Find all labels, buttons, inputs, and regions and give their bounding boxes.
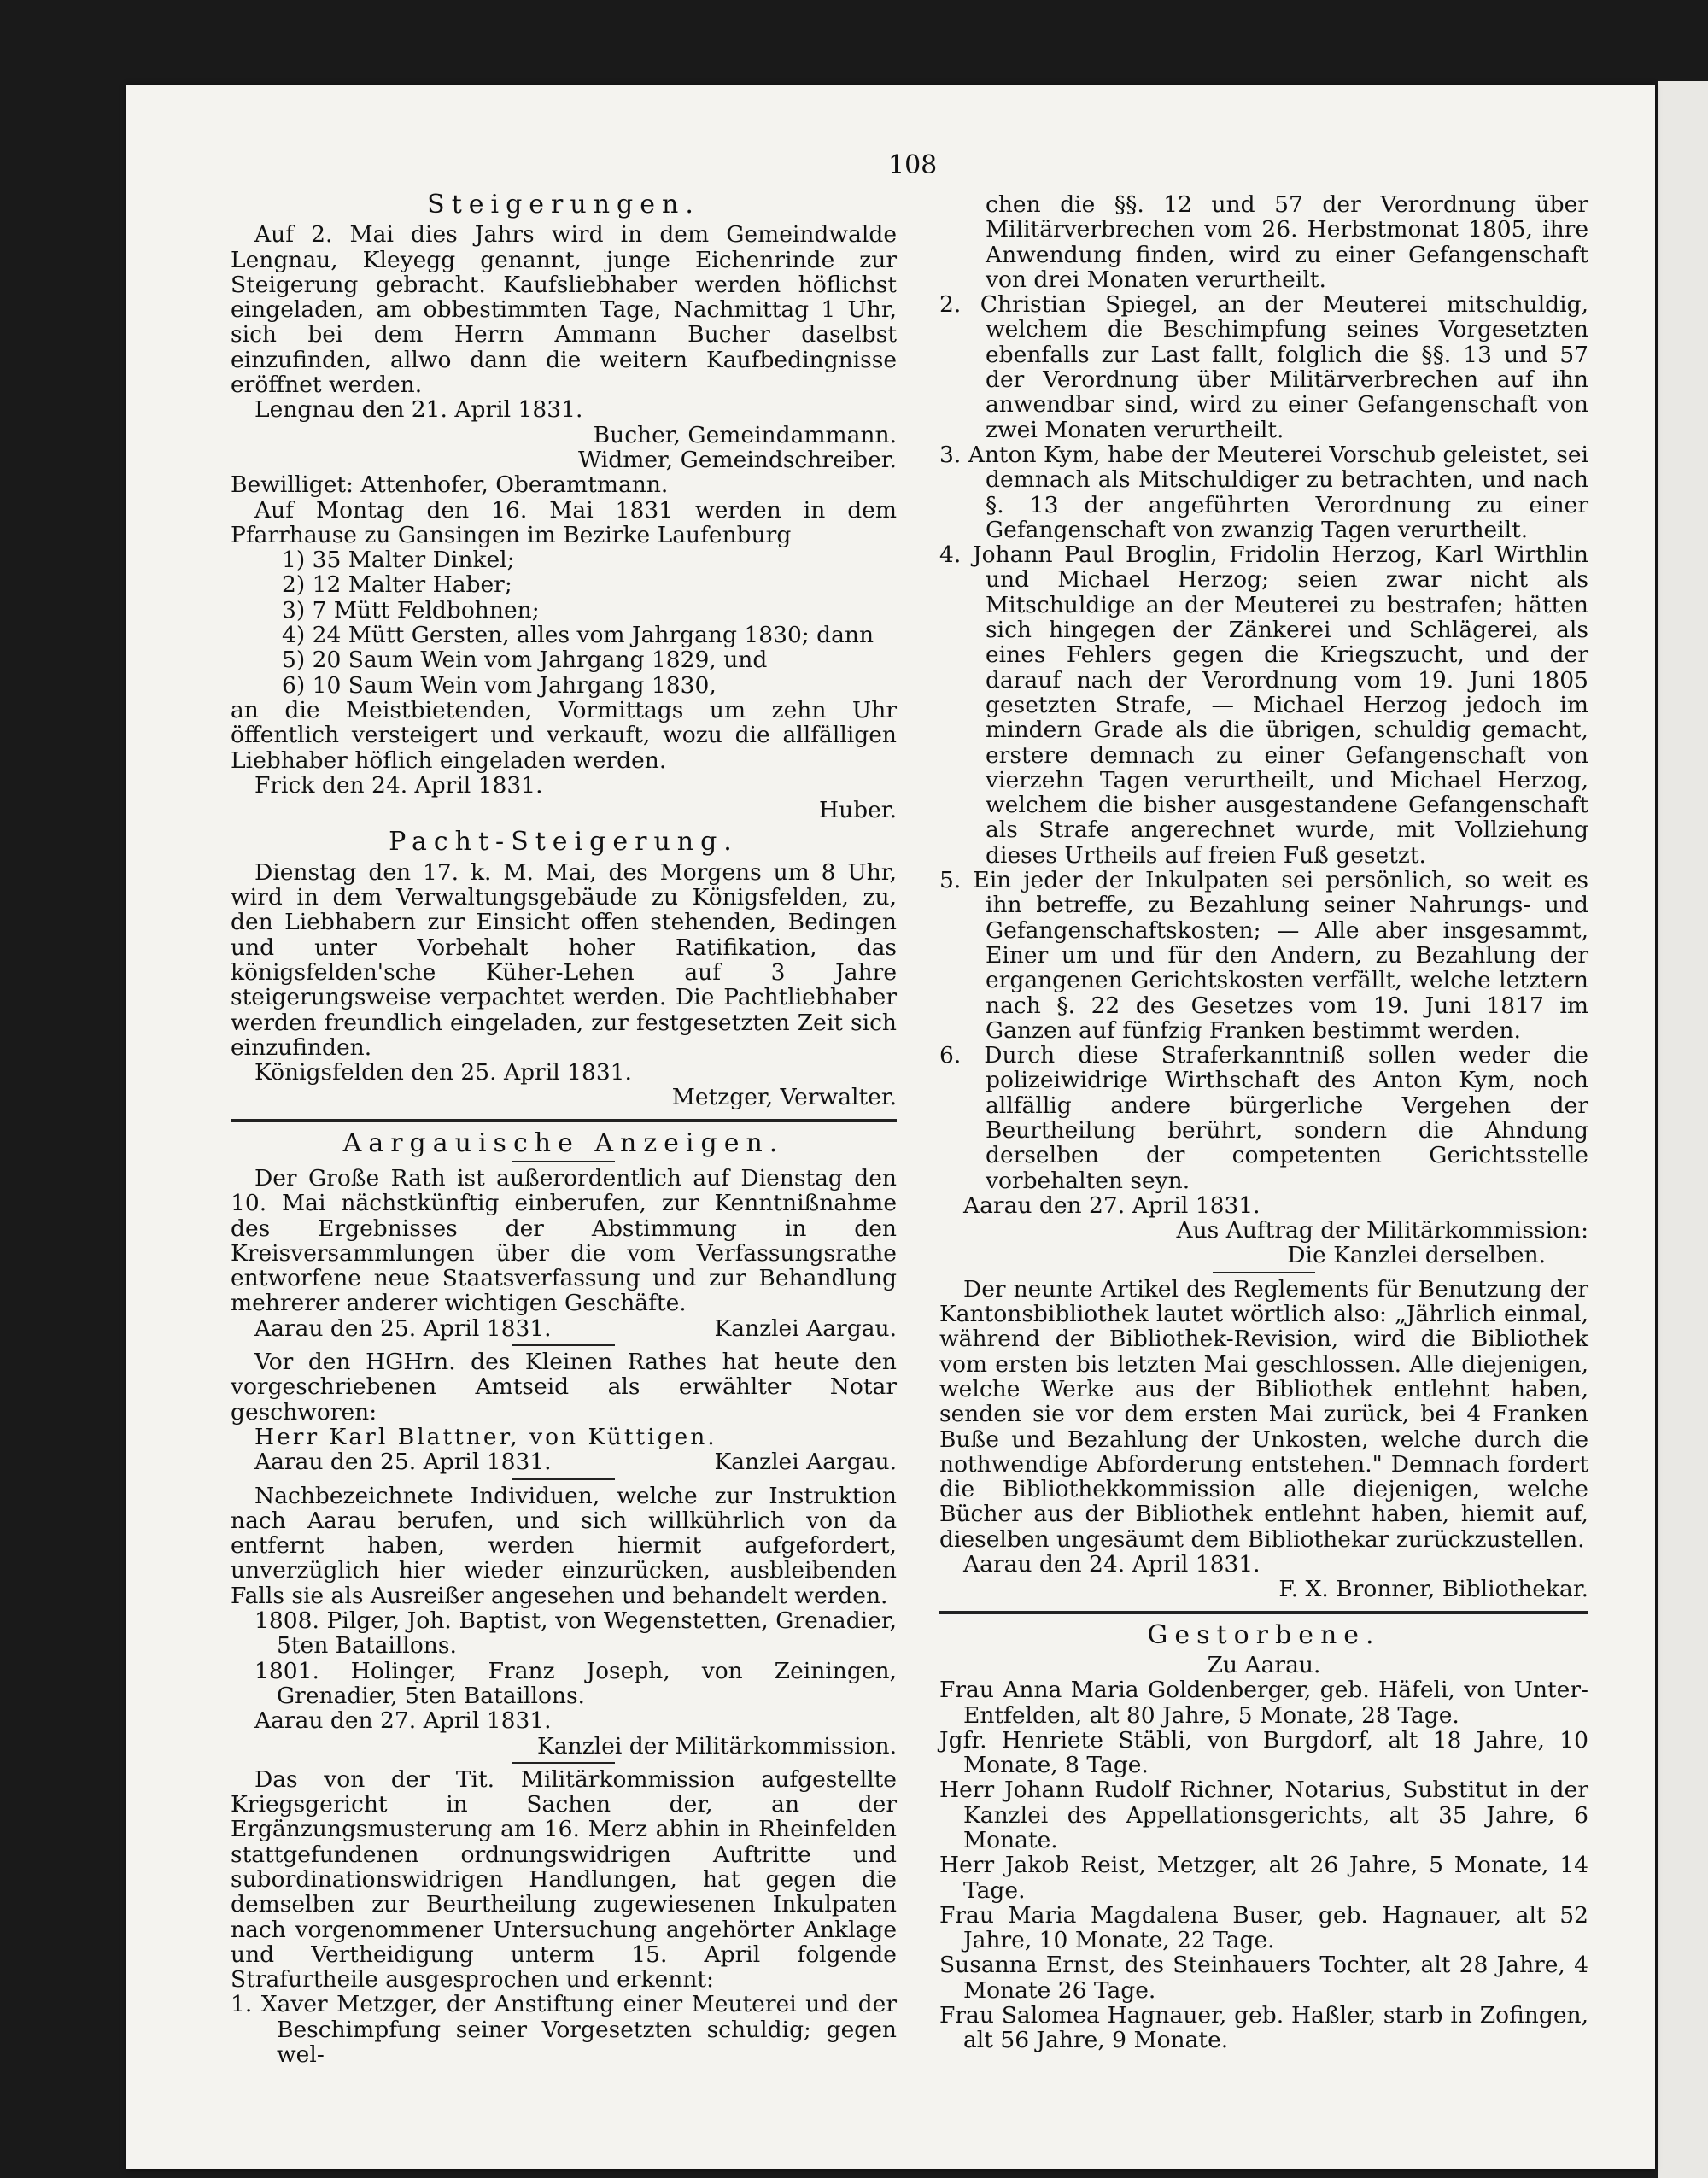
signature: Aus Auftrag der Militärkommission: bbox=[1176, 1217, 1588, 1244]
list-item: 1808. Pilger, Joh. Baptist, von Wegenstetten, Grenadier, 5ten Bataillons. bbox=[254, 1607, 897, 1660]
notice-divider bbox=[512, 1344, 615, 1346]
list-item: 3) 7 Mütt Feldbohnen; bbox=[282, 596, 540, 624]
notice-date: Aarau den 25. April 1831. bbox=[254, 1314, 552, 1342]
list-item: 4) 24 Mütt Gersten, alles vom Jahrgang 1830; dann bbox=[282, 622, 874, 649]
list-item: 5. Ein jeder der Inkulpaten sei persönlich, so weit es ihn betreffe, zu Bezahlung seiner Nahrungs- und Gefangenschaftskosten; — Alle aber insgesammt, Einer um und für den Andern, zu Bezahlung der ergangenen Gerichtskosten verfällt, welche letztern nach §. 22 des Gesetzes vom 19. Juni 1817 im Ganzen auf fünfzig Franken bestimmt werden. bbox=[939, 867, 1588, 1044]
signature: Widmer, Gemeindschreiber. bbox=[578, 446, 897, 473]
page-number: 108 bbox=[888, 150, 938, 180]
death-entry: Jgfr. Henriete Stäbli, von Burgdorf, alt 18 Jahre, 10 Monate, 8 Tage. bbox=[939, 1726, 1588, 1779]
office-name: Kanzlei der Militärkommission. bbox=[537, 1732, 897, 1759]
notice-divider bbox=[512, 1762, 615, 1764]
notice-date: Aarau den 27. April 1831. bbox=[254, 1707, 552, 1735]
death-entry: Frau Maria Magdalena Buser, geb. Hagnauer, alt 52 Jahre, 10 Monate, 22 Tage. bbox=[939, 1901, 1588, 1954]
notice-paragraph: Dienstag den 17. k. M. Mai, des Morgens um 8 Uhr, wird in dem Verwaltungsgebäude zu Königsfelden, zu, den Liebhabern zur Einsicht offen stehenden, Bedingen und unter Vorbehalt hoher Ratifikation, das königsfelden'sche Küher-Lehen auf 3 Jahre steigerungsweise verpachtet werden. Die Pachtliebhaber werden freundlich eingeladen, zur festgesetzten Zeit sich einzufinden. bbox=[231, 858, 897, 1061]
list-item: 1. Xaver Metzger, der Anstiftung einer Meuterei und der Beschimpfung seiner Vorgesetzten schuldig; gegen wel- bbox=[231, 1991, 897, 2069]
subheading: Zu Aarau. bbox=[1207, 1651, 1321, 1678]
notice-paragraph: Auf 2. Mai dies Jahrs wird in dem Gemeindwalde Lengnau, Kleyegg genannt, junge Eichenrinde zur Steigerung gebracht. Kaufsliebhaber werden höflichst eingeladen, am obbestimmten Tage, Nachmittag 1 Uhr, sich bei dem Herrn Ammann Bucher daselbst einzufinden, allwo dann die weitern Kaufbedingnisse eröffnet werden. bbox=[231, 221, 897, 399]
list-item: 5) 20 Saum Wein vom Jahrgang 1829, und bbox=[282, 647, 768, 674]
list-item: 3. Anton Kym, habe der Meuterei Vorschub geleistet, sei demnach als Mitschuldiger zu betrachten, und nach §. 13 der angeführten Verordnung zu einer Gefangenschaft von zwanzig Tagen verurtheilt. bbox=[939, 441, 1588, 543]
notice-paragraph: Der Große Rath ist außerordentlich auf Dienstag den 10. Mai nächstkünftig einberufen, zur Kenntnißnahme des Ergebnisses der Abstimmung in den Kreisversammlungen über die vom Verfassungsrathe entworfene neue Staatsverfassung und zur Behandlung mehrerer anderer wichtigen Geschäfte. bbox=[231, 1164, 897, 1317]
office-name: Kanzlei Aargau. bbox=[714, 1314, 897, 1342]
notice-paragraph: Nachbezeichnete Individuen, welche zur Instruktion nach Aarau berufen, und sich willkührlich von da entfernt haben, werden hiermit aufgefordert, unverzüglich hier wieder einzurücken, ausbleibenden Falls sie als Ausreißer angesehen und behandelt werden. bbox=[231, 1482, 897, 1609]
left-column bbox=[231, 192, 897, 2067]
notice-paragraph: Der neunte Artikel des Reglements für Benutzung der Kantonsbibliothek lautet wörtlich also: „Jährlich einmal, während der Bibliothek-Revision, wird die Bibliothek vom ersten bis letzten Mai geschlossen. Alle diejenigen, welche Werke aus der Bibliothek entlehnt haben, senden sie vor dem ersten Mai zurück, bei 4 Franken Buße und Bezahlung der Unkosten, welche durch die nothwendige Abforderung entstehen." Demnach fordert die Bibliothekkommission alle diejenigen, welche Bücher aus der Bibliothek entlehnt haben, hiemit auf, dieselben ungesäumt dem Bibliothekar zurückzustellen. bbox=[939, 1275, 1588, 1553]
notice-paragraph: Herr Karl Blattner, von Küttigen. bbox=[254, 1423, 717, 1450]
notice-date: Aarau den 24. April 1831. bbox=[963, 1551, 1261, 1578]
notice-date: Frick den 24. April 1831. bbox=[254, 771, 543, 799]
notice-date: Königsfelden den 25. April 1831. bbox=[254, 1059, 632, 1086]
signature: Bucher, Gemeindammann. bbox=[593, 421, 897, 448]
section-divider bbox=[231, 1119, 897, 1122]
signature: F. X. Bronner, Bibliothekar. bbox=[1278, 1576, 1588, 1603]
approval-line: Bewilliget: Attenhofer, Oberamtmann. bbox=[231, 471, 669, 499]
adjacent-page-edge bbox=[1658, 81, 1708, 2178]
signature: Huber. bbox=[818, 797, 897, 824]
notice-date: Aarau den 25. April 1831. bbox=[254, 1449, 552, 1476]
notice-divider bbox=[1213, 1272, 1315, 1273]
office-name: Kanzlei Aargau. bbox=[714, 1449, 897, 1476]
signature: Metzger, Verwalter. bbox=[671, 1084, 897, 1111]
heading-underline bbox=[512, 1161, 615, 1162]
section-heading-steigerungen: Steigerungen. bbox=[427, 190, 700, 220]
list-item: 1) 35 Malter Dinkel; bbox=[282, 547, 515, 574]
death-entry: Herr Johann Rudolf Richner, Notarius, Substitut in der Kanzlei des Appellationsgerichts, alt 35 Jahre, 6 Monate. bbox=[939, 1777, 1588, 1853]
section-heading-aargauische-anzeigen: Aargauische Anzeigen. bbox=[342, 1127, 785, 1158]
notice-paragraph: chen die §§. 12 und 57 der Verordnung über Militärverbrechen vom 26. Herbstmonat 1805, ihre Anwendung finden, wird zu einer Gefangenschaft von drei Monaten verurtheilt. bbox=[986, 191, 1588, 293]
right-column bbox=[939, 192, 1588, 2053]
notice-date: Lengnau den 21. April 1831. bbox=[254, 396, 583, 424]
section-divider bbox=[939, 1611, 1588, 1614]
list-item: 2) 12 Malter Haber; bbox=[282, 571, 512, 599]
notice-paragraph: Das von der Tit. Militärkommission aufgestellte Kriegsgericht in Sachen der, an der Ergänzungsmusterung am 16. Merz abhin in Rheinfelden stattgefundenen ordnungswidrigen Auftritte und subordinationswidrigen Handlungen, hat gegen die demselben zur Beurtheilung zugewiesenen Inkulpaten nach vorgenommener Untersuchung angehörter Anklage und Vertheidigung unterm 15. April folgende Strafurtheile ausgesprochen und erkennt: bbox=[231, 1765, 897, 1994]
death-entry: Frau Anna Maria Goldenberger, geb. Häfeli, von Unter-Entfelden, alt 80 Jahre, 5 Monate, 28 Tage. bbox=[939, 1677, 1588, 1729]
signature: Die Kanzlei derselben. bbox=[1287, 1242, 1546, 1269]
list-item: 6) 10 Saum Wein vom Jahrgang 1830, bbox=[282, 671, 717, 699]
list-item: 1801. Holinger, Franz Joseph, von Zeiningen, Grenadier, 5ten Bataillons. bbox=[254, 1657, 897, 1709]
list-item: 4. Johann Paul Broglin, Fridolin Herzog, Karl Wirthlin und Michael Herzog; seien zwar nicht als Mitschuldige an der Meuterei zu bestrafen; hätten sich hingegen der Zänkerei und Schlägerei, als eines Fehlers gegen die Kriegszucht, und der darauf nach der Verordnung vom 19. Juni 1805 gesetzten Strafe, — Michael Herzog jedoch im mindern Grade als die übrigen, schuldig gemacht, erstere demnach zu einer Gefangenschaft von vierzehn Tagen verurtheilt, und Michael Herzog, welchem die bisher ausgestandene Gefangenschaft als Strafe angerechnet wurde, mit Vollziehung dieses Urtheils auf freien Fuß gesetzt. bbox=[939, 542, 1588, 869]
list-item: 2. Christian Spiegel, an der Meuterei mitschuldig, welchem die Beschimpfung seines Vorgesetzten ebenfalls zur Last fallt, folglich die §§. 13 und 57 der Verordnung über Militärverbrechen auf ihn anwendbar sind, wird zu einer Gefangenschaft von zwei Monaten verurtheilt. bbox=[939, 291, 1588, 443]
section-heading-pacht-steigerung: Pacht-Steigerung. bbox=[389, 827, 739, 858]
section-heading-gestorbene: Gestorbene. bbox=[1147, 1619, 1381, 1650]
list-item: 6. Durch diese Straferkanntniß sollen weder die polizeiwidrige Wirthschaft des Anton Kym, noch allfällig andere bürgerliche Vergehen der Beurtheilung berührt, sondern die Ahndung derselben der competenten Gerichtsstelle vorbehalten seyn. bbox=[939, 1042, 1588, 1194]
notice-date: Aarau den 27. April 1831. bbox=[963, 1191, 1261, 1219]
notice-paragraph: Vor den HGHrn. des Kleinen Rathes hat heute den vorgeschriebenen Amtseid als erwählter Notar geschworen: bbox=[231, 1349, 897, 1426]
death-entry: Frau Salomea Hagnauer, geb. Haßler, starb in Zofingen, alt 56 Jahre, 9 Monate. bbox=[939, 2002, 1588, 2054]
death-entry: Herr Jakob Reist, Metzger, alt 26 Jahre, 5 Monate, 14 Tage. bbox=[939, 1852, 1588, 1904]
death-entry: Susanna Ernst, des Steinhauers Tochter, alt 28 Jahre, 4 Monate 26 Tage. bbox=[939, 1952, 1588, 2004]
notice-paragraph: Auf Montag den 16. Mai 1831 werden in dem Pfarrhause zu Gansingen im Bezirke Laufenburg bbox=[231, 496, 897, 548]
notice-divider bbox=[512, 1478, 615, 1480]
notice-paragraph: an die Meistbietenden, Vormittags um zehn Uhr öffentlich versteigert und verkauft, wozu die allfälligen Liebhaber höflich eingeladen werden. bbox=[231, 696, 897, 774]
